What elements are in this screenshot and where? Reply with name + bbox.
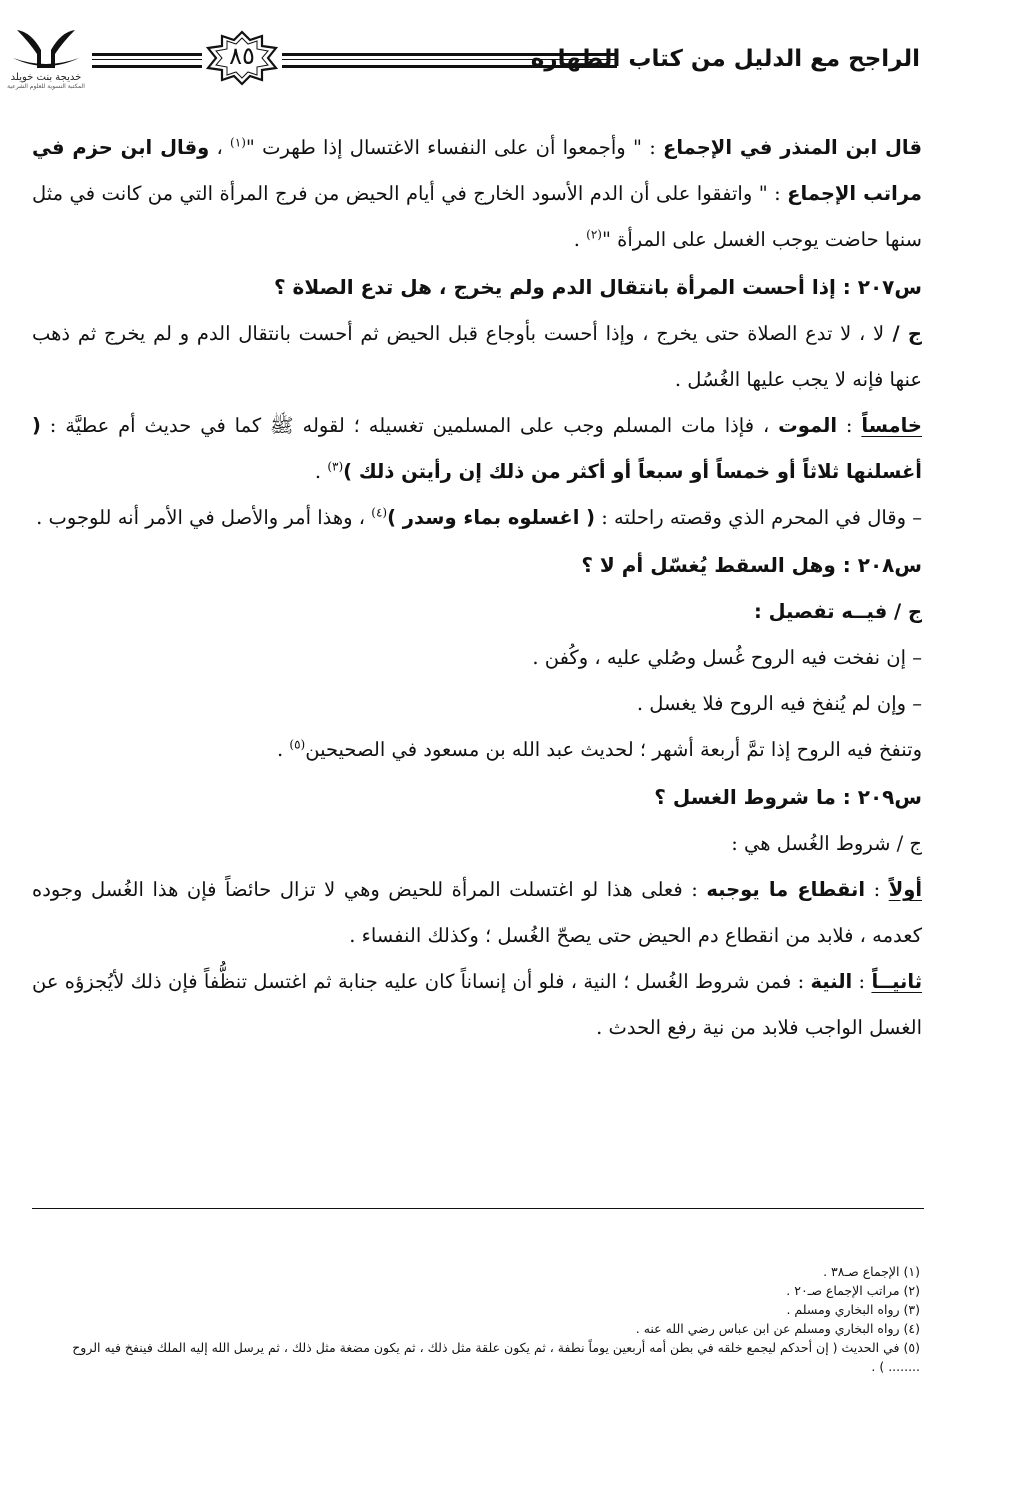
section-heading: أولاً	[888, 878, 923, 901]
footnote-ref: (٣)	[327, 459, 344, 474]
page-header	[0, 18, 1015, 108]
condition-1	[32, 867, 922, 959]
hadith-quote: ( أغسلنها ثلاثاً أو خمساً أو سبعاً أو أكثر من ذلك إن رأيتن ذلك )	[32, 414, 922, 483]
answer-208-paragraph	[32, 727, 922, 773]
answer-marker: ج /	[884, 322, 922, 345]
hadith-quote: ( اغسلوه بماء وسدر )	[387, 506, 596, 529]
text: :	[865, 878, 889, 901]
footnote: (٤) رواه البخاري ومسلم عن ابن عباس رضي الله عنه .	[635, 1321, 920, 1336]
text: ،	[209, 136, 231, 159]
text: .	[314, 460, 328, 483]
answer-208-item: – وإن لم يُنفخ فيه الروح فلا يغسل .	[636, 692, 922, 715]
text: : " واتفقوا على أن الدم الأسود الخارج في أيام الحيض من فرج المرأة التي من كانت في مثل سنها حاضت يوجب الغسل على المرأة "	[32, 182, 922, 251]
header-rule-left	[92, 53, 202, 68]
text: ، فإذا مات المسلم وجب على المسلمين تغسيله ؛ لقوله ﷺ كما في حديث أم عطيَّة :	[40, 414, 779, 437]
text: : فعلى هذا لو اغتسلت المرأة للحيض وهي لا تزال حائضاً فإن هذا الغُسل وجوده كعدمه ، فلابد من انقطاع دم الحيض حتى يصحّ الغُسل ؛ وكذلك النفساء .	[32, 878, 922, 947]
logo-emblem-icon	[11, 24, 81, 72]
question-209: س٢٠٩ : ما شروط الغسل ؟	[654, 785, 922, 809]
text: :	[837, 414, 862, 437]
page-number-badge	[204, 30, 280, 86]
footnote: (٢) مراتب الإجماع صـ٢٠ .	[786, 1283, 920, 1298]
text: وتنفخ فيه الروح إذا تمَّ أربعة أشهر ؛ لحديث عبد الله بن مسعود في الصحيحين	[305, 738, 922, 761]
answer-209-intro: ج / شروط الغُسل هي :	[731, 832, 922, 855]
footnote: (٣) رواه البخاري ومسلم .	[786, 1302, 920, 1317]
footnote-ref: (٥)	[289, 737, 306, 752]
publisher-logo	[2, 24, 90, 104]
footnote: (٥) في الحديث ( إن أحدكم ليجمع خلقه في بطن أمه أربعين يوماً نطفة ، ثم يكون علقة مثل ذلك ، ثم يكون مضغة مثل ذلك ، ثم يرسل الله إليه الملك فينفخ فيه الروح ........ ) .	[72, 1340, 920, 1374]
muhrim-paragraph	[32, 495, 922, 541]
answer-208-item: – إن نفخت فيه الروح غُسل وصُلي عليه ، وكُفن .	[532, 646, 922, 669]
logo-subtext: المكتبة النسوية للعلوم الشرعية	[7, 83, 85, 90]
footnote-divider	[32, 1208, 924, 1209]
ijma-paragraph	[32, 125, 922, 263]
footnotes	[40, 1262, 920, 1376]
running-title: الراجح مع الدليل من كتاب الطهارة	[530, 46, 920, 72]
condition-2	[32, 959, 922, 1051]
bold-text: انقطاع ما يوجبه	[706, 878, 866, 901]
footnote-ref: (١)	[230, 135, 246, 150]
question-207: س٢٠٧ : إذا أحست المرأة بانتقال الدم ولم يخرج ، هل تدع الصلاة ؟	[273, 275, 922, 299]
text: .	[277, 738, 290, 761]
footnote: (١) الإجماع صـ٣٨ .	[823, 1264, 920, 1279]
footnote-ref: (٢)	[586, 227, 602, 242]
question-208: س٢٠٨ : وهل السقط يُغسّل أم لا ؟	[581, 553, 922, 577]
text: ، وهذا أمر والأصل في الأمر أنه للوجوب .	[36, 506, 372, 529]
text: :	[852, 970, 872, 993]
logo-text: خديجة بنت خويلد	[10, 72, 82, 83]
fifth-cause-paragraph	[32, 403, 922, 495]
text: : فمن شروط الغُسل ؛ النية ، فلو أن إنساناً كان عليه جنابة ثم اغتسل تنظُّفاً فإن ذلك لأيُجزؤه عن الغسل الواجب فلابد من نية رفع الحدث .	[32, 970, 922, 1039]
bold-text: وقال ابن حزم في مراتب الإجماع	[32, 136, 923, 205]
section-heading: خامساً	[861, 414, 922, 437]
answer-207	[32, 311, 922, 403]
text: لا ، لا تدع الصلاة حتى يخرج ، وإذا أحست بأوجاع قبل الحيض ثم أحست بانتقال الدم و لم يخرج ثم ذهب عنها فإنه لا يجب عليها الغُسُل .	[32, 322, 922, 391]
page-number: ٨٥	[229, 42, 255, 70]
bold-text: الموت	[778, 414, 838, 437]
footnote-ref: (٤)	[371, 505, 388, 520]
section-heading: ثانيــاً	[871, 970, 923, 993]
bold-text: النية	[810, 970, 853, 993]
text: .	[573, 228, 587, 251]
page-body	[32, 125, 922, 1051]
answer-208-intro: ج / فيــه تفصيل :	[754, 600, 922, 623]
text: : " وأجمعوا أن على النفساء الاغتسال إذا طهرت "	[245, 136, 664, 159]
text: – وقال في المحرم الذي وقصته راحلته :	[595, 506, 922, 529]
bold-text: قال ابن المنذر في الإجماع	[663, 136, 922, 159]
